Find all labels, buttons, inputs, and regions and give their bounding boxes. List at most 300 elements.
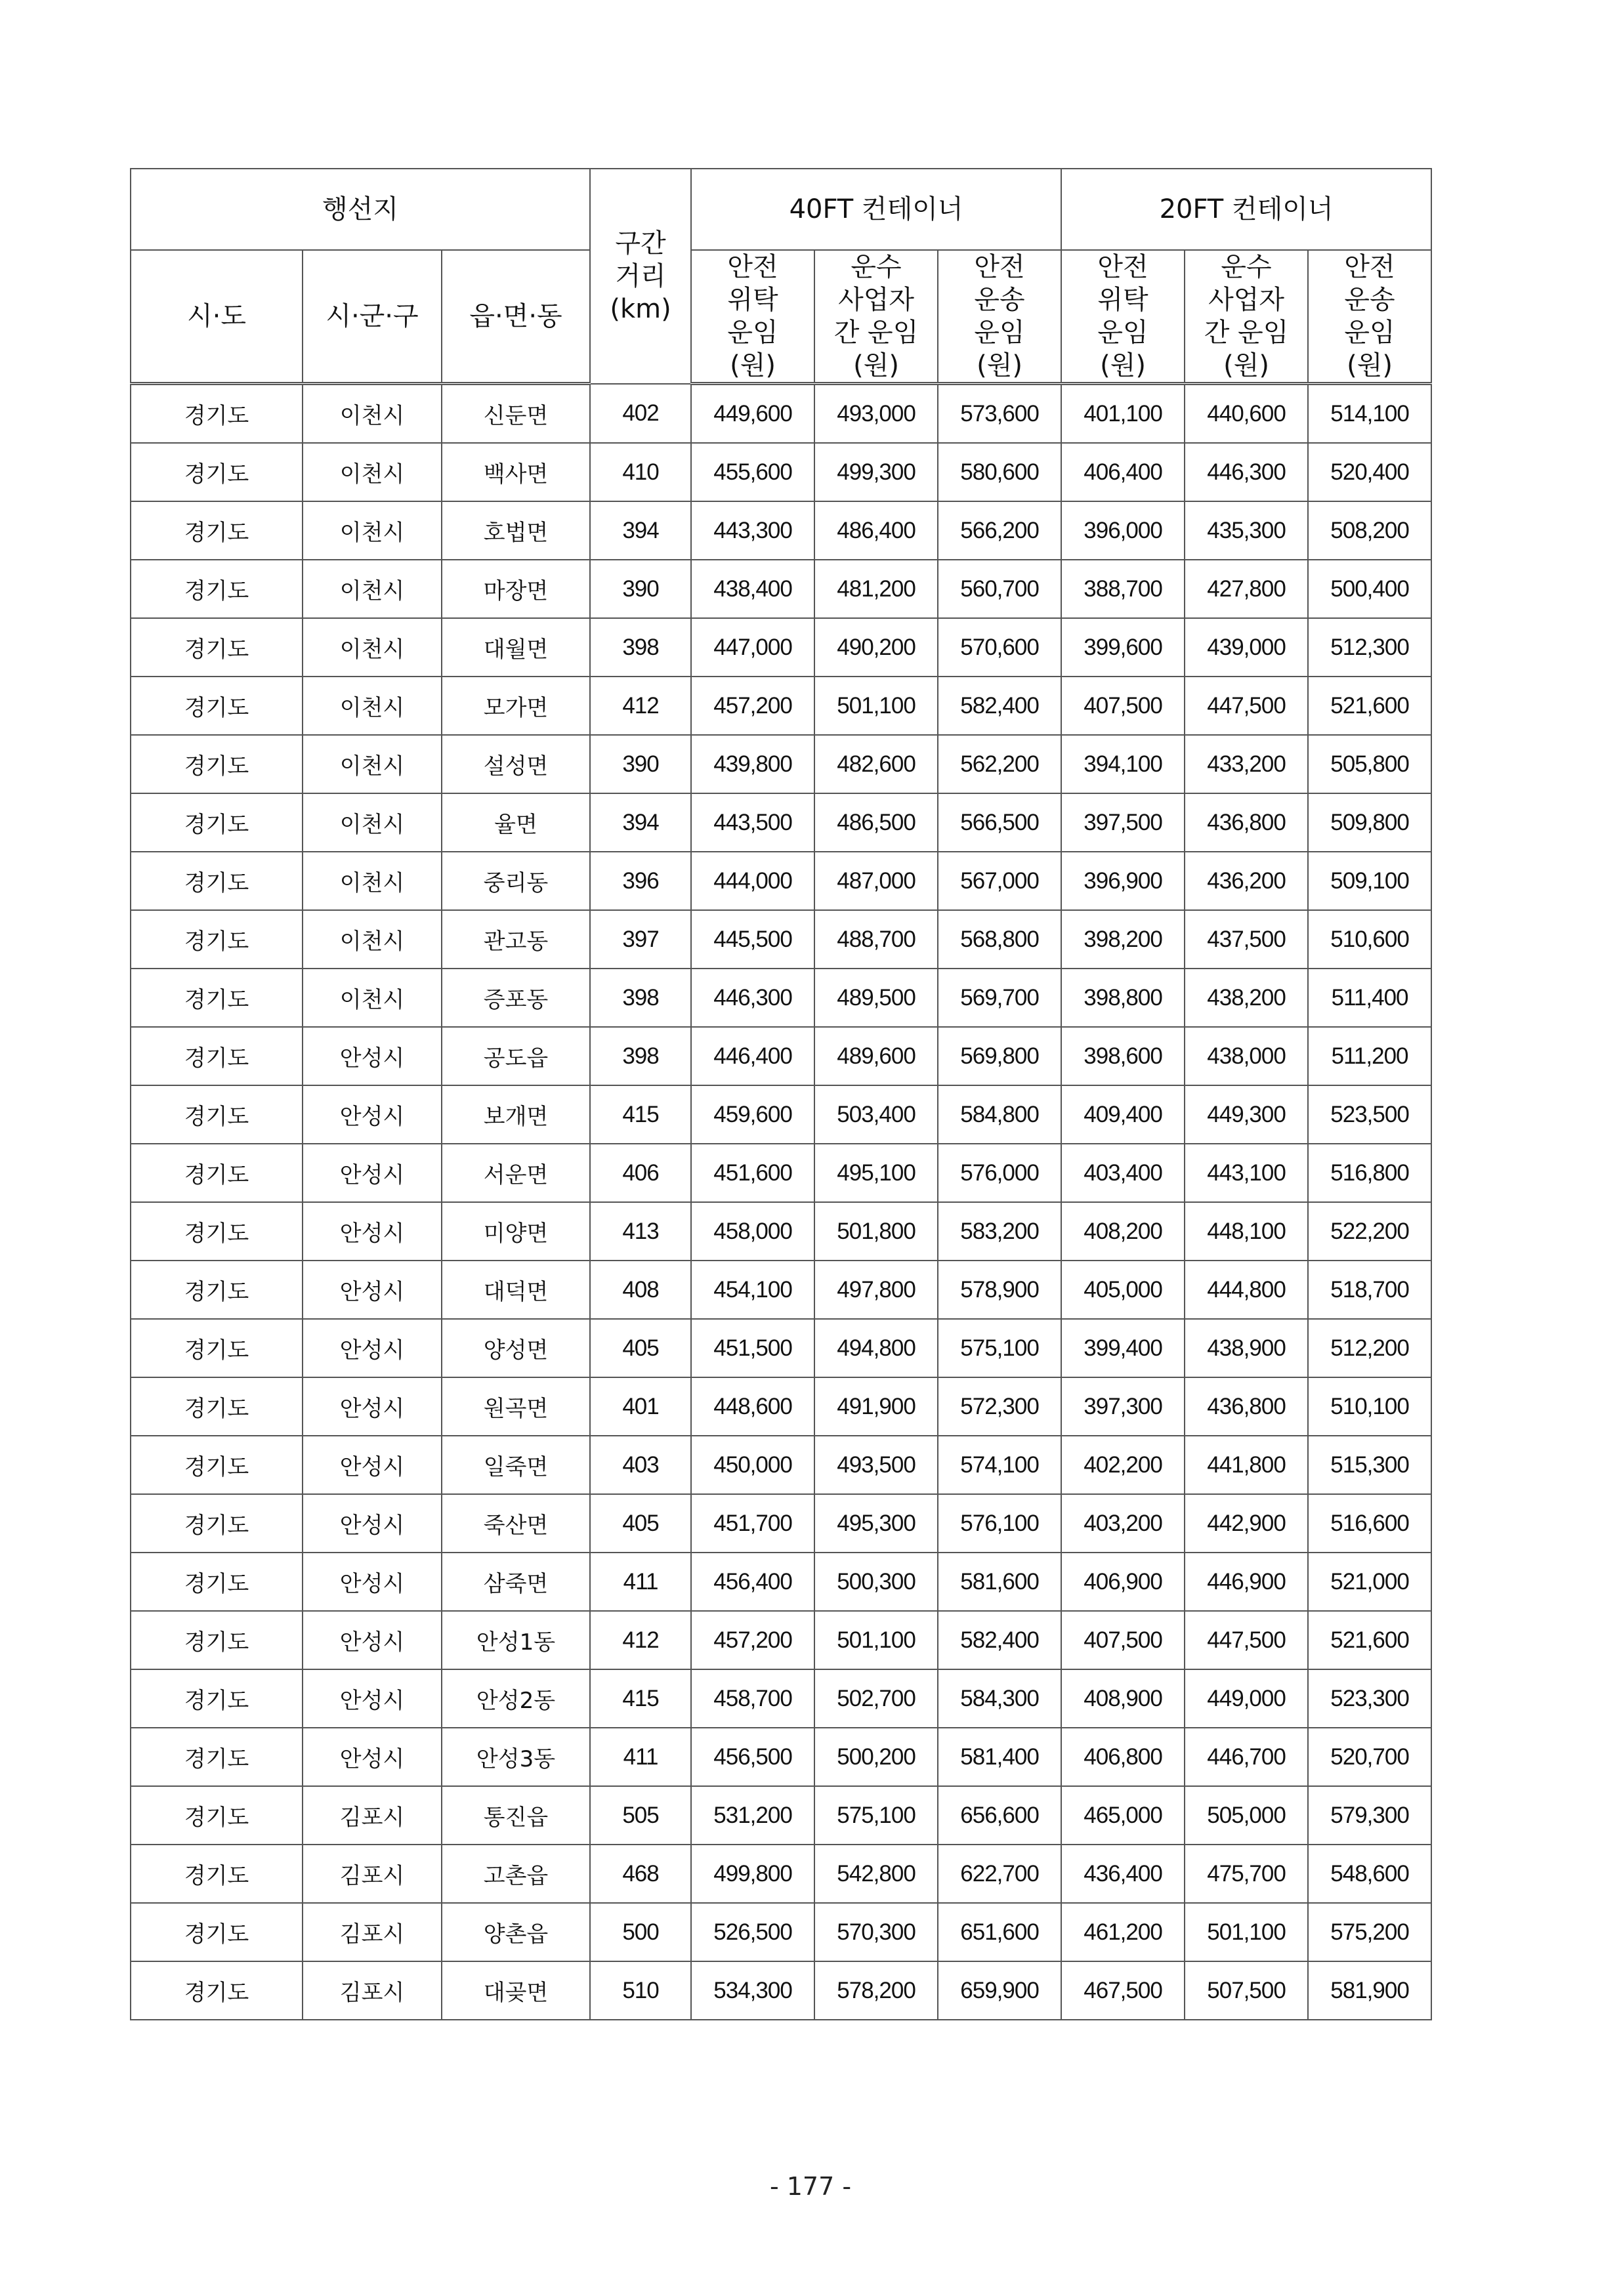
cell-40ft-safe-transport: 573,600 <box>938 384 1061 444</box>
table-row <box>131 852 1431 910</box>
cell-40ft-carrier-rate: 486,500 <box>814 793 938 852</box>
cell-20ft-carrier-rate: 433,200 <box>1185 735 1308 793</box>
cell-sido: 경기도 <box>131 1553 303 1611</box>
cell-20ft-carrier-rate: 447,500 <box>1185 677 1308 735</box>
cell-sido: 경기도 <box>131 1845 303 1903</box>
header-sub-row <box>131 250 1431 384</box>
cell-sigungu: 이천시 <box>303 501 442 560</box>
cell-eupmyeondong: 증포동 <box>442 969 590 1027</box>
table-row <box>131 677 1431 735</box>
cell-40ft-safe-consign: 451,700 <box>691 1494 814 1553</box>
cell-distance: 468 <box>590 1845 691 1903</box>
cell-40ft-safe-consign: 445,500 <box>691 910 814 969</box>
cell-sido: 경기도 <box>131 501 303 560</box>
cell-40ft-safe-consign: 438,400 <box>691 560 814 618</box>
cell-40ft-carrier-rate: 500,300 <box>814 1553 938 1611</box>
cell-sido: 경기도 <box>131 1261 303 1319</box>
cell-eupmyeondong: 안성3동 <box>442 1728 590 1786</box>
cell-20ft-carrier-rate: 436,800 <box>1185 1377 1308 1436</box>
cell-eupmyeondong: 양성면 <box>442 1319 590 1377</box>
cell-20ft-safe-consign: 436,400 <box>1061 1845 1185 1903</box>
header-20ft-carrier-rate: 운수 사업자 간 운임 (원) <box>1185 250 1308 384</box>
cell-40ft-safe-consign: 449,600 <box>691 384 814 444</box>
cell-40ft-safe-consign: 457,200 <box>691 1611 814 1669</box>
cell-40ft-carrier-rate: 570,300 <box>814 1903 938 1961</box>
cell-40ft-safe-transport: 582,400 <box>938 1611 1061 1669</box>
cell-sido: 경기도 <box>131 1786 303 1845</box>
cell-sigungu: 이천시 <box>303 384 442 444</box>
cell-sido: 경기도 <box>131 1144 303 1202</box>
cell-distance: 398 <box>590 969 691 1027</box>
table-row <box>131 1377 1431 1436</box>
cell-distance: 403 <box>590 1436 691 1494</box>
cell-sido: 경기도 <box>131 677 303 735</box>
cell-20ft-safe-transport: 510,100 <box>1308 1377 1431 1436</box>
cell-20ft-safe-consign: 402,200 <box>1061 1436 1185 1494</box>
cell-40ft-safe-consign: 499,800 <box>691 1845 814 1903</box>
cell-sigungu: 안성시 <box>303 1728 442 1786</box>
cell-20ft-safe-transport: 516,800 <box>1308 1144 1431 1202</box>
cell-sido: 경기도 <box>131 443 303 501</box>
cell-20ft-safe-consign: 461,200 <box>1061 1903 1185 1961</box>
cell-20ft-safe-consign: 407,500 <box>1061 677 1185 735</box>
cell-eupmyeondong: 대덕면 <box>442 1261 590 1319</box>
cell-40ft-safe-transport: 566,500 <box>938 793 1061 852</box>
cell-40ft-safe-transport: 622,700 <box>938 1845 1061 1903</box>
header-20ft-safe-consign: 안전 위탁 운임 (원) <box>1061 250 1185 384</box>
cell-eupmyeondong: 중리동 <box>442 852 590 910</box>
cell-distance: 390 <box>590 560 691 618</box>
cell-20ft-safe-transport: 505,800 <box>1308 735 1431 793</box>
cell-distance: 405 <box>590 1319 691 1377</box>
cell-40ft-safe-transport: 575,100 <box>938 1319 1061 1377</box>
table-row <box>131 910 1431 969</box>
cell-20ft-carrier-rate: 435,300 <box>1185 501 1308 560</box>
table-row <box>131 1202 1431 1261</box>
cell-20ft-safe-consign: 396,000 <box>1061 501 1185 560</box>
header-eupmyeondong: 읍·면·동 <box>442 250 590 384</box>
cell-20ft-carrier-rate: 446,700 <box>1185 1728 1308 1786</box>
cell-sigungu: 안성시 <box>303 1144 442 1202</box>
cell-sigungu: 이천시 <box>303 560 442 618</box>
cell-40ft-safe-consign: 443,300 <box>691 501 814 560</box>
cell-40ft-carrier-rate: 502,700 <box>814 1669 938 1728</box>
cell-20ft-carrier-rate: 438,200 <box>1185 969 1308 1027</box>
table-body <box>131 384 1431 2020</box>
cell-eupmyeondong: 마장면 <box>442 560 590 618</box>
cell-sigungu: 김포시 <box>303 1961 442 2020</box>
cell-40ft-safe-consign: 456,400 <box>691 1553 814 1611</box>
cell-40ft-safe-transport: 570,600 <box>938 618 1061 677</box>
cell-40ft-safe-transport: 582,400 <box>938 677 1061 735</box>
cell-40ft-safe-transport: 651,600 <box>938 1903 1061 1961</box>
cell-20ft-safe-consign: 398,200 <box>1061 910 1185 969</box>
cell-40ft-safe-consign: 446,400 <box>691 1027 814 1085</box>
cell-sido: 경기도 <box>131 1903 303 1961</box>
cell-40ft-safe-transport: 574,100 <box>938 1436 1061 1494</box>
cell-40ft-safe-transport: 567,000 <box>938 852 1061 910</box>
cell-40ft-safe-consign: 457,200 <box>691 677 814 735</box>
table-row <box>131 618 1431 677</box>
cell-20ft-carrier-rate: 437,500 <box>1185 910 1308 969</box>
cell-eupmyeondong: 호법면 <box>442 501 590 560</box>
cell-40ft-safe-transport: 659,900 <box>938 1961 1061 2020</box>
table-row <box>131 1261 1431 1319</box>
cell-20ft-safe-transport: 512,200 <box>1308 1319 1431 1377</box>
cell-20ft-safe-transport: 521,600 <box>1308 677 1431 735</box>
cell-distance: 505 <box>590 1786 691 1845</box>
cell-40ft-carrier-rate: 497,800 <box>814 1261 938 1319</box>
cell-distance: 401 <box>590 1377 691 1436</box>
cell-distance: 398 <box>590 618 691 677</box>
cell-eupmyeondong: 대곶면 <box>442 1961 590 2020</box>
cell-20ft-safe-transport: 523,300 <box>1308 1669 1431 1728</box>
cell-20ft-safe-consign: 408,200 <box>1061 1202 1185 1261</box>
cell-20ft-carrier-rate: 449,000 <box>1185 1669 1308 1728</box>
cell-eupmyeondong: 율면 <box>442 793 590 852</box>
cell-sido: 경기도 <box>131 1494 303 1553</box>
cell-distance: 397 <box>590 910 691 969</box>
cell-20ft-safe-transport: 520,400 <box>1308 443 1431 501</box>
cell-20ft-carrier-rate: 505,000 <box>1185 1786 1308 1845</box>
cell-20ft-safe-transport: 579,300 <box>1308 1786 1431 1845</box>
table-row <box>131 560 1431 618</box>
cell-sido: 경기도 <box>131 735 303 793</box>
cell-eupmyeondong: 안성1동 <box>442 1611 590 1669</box>
cell-20ft-safe-consign: 396,900 <box>1061 852 1185 910</box>
cell-20ft-safe-consign: 406,900 <box>1061 1553 1185 1611</box>
cell-distance: 394 <box>590 793 691 852</box>
cell-40ft-safe-consign: 456,500 <box>691 1728 814 1786</box>
table-row <box>131 501 1431 560</box>
cell-20ft-safe-transport: 510,600 <box>1308 910 1431 969</box>
cell-40ft-carrier-rate: 490,200 <box>814 618 938 677</box>
cell-distance: 412 <box>590 1611 691 1669</box>
cell-20ft-safe-transport: 511,400 <box>1308 969 1431 1027</box>
cell-40ft-safe-consign: 447,000 <box>691 618 814 677</box>
cell-20ft-safe-consign: 399,400 <box>1061 1319 1185 1377</box>
cell-sigungu: 김포시 <box>303 1903 442 1961</box>
cell-40ft-carrier-rate: 501,100 <box>814 1611 938 1669</box>
cell-sigungu: 이천시 <box>303 735 442 793</box>
cell-40ft-carrier-rate: 486,400 <box>814 501 938 560</box>
cell-20ft-safe-consign: 407,500 <box>1061 1611 1185 1669</box>
cell-20ft-carrier-rate: 507,500 <box>1185 1961 1308 2020</box>
table-row <box>131 1669 1431 1728</box>
cell-40ft-safe-consign: 439,800 <box>691 735 814 793</box>
cell-20ft-safe-consign: 397,300 <box>1061 1377 1185 1436</box>
cell-20ft-safe-transport: 523,500 <box>1308 1085 1431 1144</box>
cell-20ft-safe-transport: 516,600 <box>1308 1494 1431 1553</box>
cell-sigungu: 이천시 <box>303 443 442 501</box>
cell-20ft-safe-transport: 548,600 <box>1308 1845 1431 1903</box>
header-sigungu: 시·군·구 <box>303 250 442 384</box>
cell-sido: 경기도 <box>131 1202 303 1261</box>
page-number: - 177 - <box>769 2172 852 2201</box>
cell-20ft-safe-transport: 518,700 <box>1308 1261 1431 1319</box>
cell-sigungu: 김포시 <box>303 1845 442 1903</box>
cell-distance: 415 <box>590 1669 691 1728</box>
cell-40ft-safe-consign: 454,100 <box>691 1261 814 1319</box>
cell-40ft-safe-transport: 584,800 <box>938 1085 1061 1144</box>
cell-20ft-carrier-rate: 440,600 <box>1185 384 1308 444</box>
cell-eupmyeondong: 일죽면 <box>442 1436 590 1494</box>
header-40ft-safe-transport: 안전 운송 운임 (원) <box>938 250 1061 384</box>
cell-40ft-safe-transport: 572,300 <box>938 1377 1061 1436</box>
cell-40ft-safe-consign: 534,300 <box>691 1961 814 2020</box>
cell-40ft-carrier-rate: 493,500 <box>814 1436 938 1494</box>
cell-40ft-safe-transport: 581,600 <box>938 1553 1061 1611</box>
cell-eupmyeondong: 삼죽면 <box>442 1553 590 1611</box>
cell-40ft-carrier-rate: 578,200 <box>814 1961 938 2020</box>
cell-sido: 경기도 <box>131 1611 303 1669</box>
cell-sigungu: 이천시 <box>303 910 442 969</box>
cell-40ft-carrier-rate: 495,300 <box>814 1494 938 1553</box>
cell-40ft-carrier-rate: 482,600 <box>814 735 938 793</box>
cell-40ft-safe-consign: 531,200 <box>691 1786 814 1845</box>
cell-20ft-safe-consign: 398,600 <box>1061 1027 1185 1085</box>
cell-40ft-safe-transport: 584,300 <box>938 1669 1061 1728</box>
table-row <box>131 1319 1431 1377</box>
cell-40ft-carrier-rate: 481,200 <box>814 560 938 618</box>
cell-40ft-carrier-rate: 503,400 <box>814 1085 938 1144</box>
table-row <box>131 384 1431 444</box>
cell-20ft-safe-consign: 388,700 <box>1061 560 1185 618</box>
cell-20ft-carrier-rate: 446,900 <box>1185 1553 1308 1611</box>
cell-20ft-carrier-rate: 446,300 <box>1185 443 1308 501</box>
cell-sido: 경기도 <box>131 618 303 677</box>
cell-40ft-safe-transport: 581,400 <box>938 1728 1061 1786</box>
cell-40ft-carrier-rate: 499,300 <box>814 443 938 501</box>
cell-20ft-carrier-rate: 438,900 <box>1185 1319 1308 1377</box>
header-distance: 구간 거리 (km) <box>590 169 691 384</box>
cell-20ft-carrier-rate: 475,700 <box>1185 1845 1308 1903</box>
table-row <box>131 735 1431 793</box>
cell-20ft-safe-transport: 509,800 <box>1308 793 1431 852</box>
cell-eupmyeondong: 보개면 <box>442 1085 590 1144</box>
cell-40ft-carrier-rate: 487,000 <box>814 852 938 910</box>
cell-40ft-safe-transport: 568,800 <box>938 910 1061 969</box>
header-20ft-container: 20FT 컨테이너 <box>1061 169 1431 250</box>
table-row <box>131 1494 1431 1553</box>
cell-sigungu: 이천시 <box>303 618 442 677</box>
cell-40ft-safe-consign: 526,500 <box>691 1903 814 1961</box>
cell-eupmyeondong: 백사면 <box>442 443 590 501</box>
cell-sigungu: 안성시 <box>303 1085 442 1144</box>
cell-40ft-safe-consign: 443,500 <box>691 793 814 852</box>
cell-40ft-safe-transport: 656,600 <box>938 1786 1061 1845</box>
cell-40ft-carrier-rate: 489,500 <box>814 969 938 1027</box>
cell-40ft-safe-consign: 458,700 <box>691 1669 814 1728</box>
cell-sigungu: 안성시 <box>303 1611 442 1669</box>
cell-20ft-carrier-rate: 448,100 <box>1185 1202 1308 1261</box>
cell-distance: 500 <box>590 1903 691 1961</box>
table-header <box>131 169 1431 384</box>
cell-40ft-safe-consign: 458,000 <box>691 1202 814 1261</box>
cell-40ft-safe-consign: 446,300 <box>691 969 814 1027</box>
cell-20ft-safe-consign: 401,100 <box>1061 384 1185 444</box>
cell-sigungu: 안성시 <box>303 1553 442 1611</box>
cell-sido: 경기도 <box>131 793 303 852</box>
cell-sigungu: 안성시 <box>303 1027 442 1085</box>
header-40ft-safe-consign: 안전 위탁 운임 (원) <box>691 250 814 384</box>
cell-20ft-safe-transport: 520,700 <box>1308 1728 1431 1786</box>
table-row <box>131 1786 1431 1845</box>
cell-20ft-carrier-rate: 436,200 <box>1185 852 1308 910</box>
cell-sigungu: 안성시 <box>303 1261 442 1319</box>
freight-rate-table <box>130 168 1432 2020</box>
header-20ft-safe-transport: 안전 운송 운임 (원) <box>1308 250 1431 384</box>
cell-20ft-carrier-rate: 441,800 <box>1185 1436 1308 1494</box>
cell-eupmyeondong: 죽산면 <box>442 1494 590 1553</box>
cell-20ft-safe-consign: 465,000 <box>1061 1786 1185 1845</box>
cell-distance: 405 <box>590 1494 691 1553</box>
cell-40ft-safe-transport: 578,900 <box>938 1261 1061 1319</box>
cell-distance: 411 <box>590 1728 691 1786</box>
table-row <box>131 969 1431 1027</box>
cell-40ft-carrier-rate: 575,100 <box>814 1786 938 1845</box>
cell-eupmyeondong: 설성면 <box>442 735 590 793</box>
cell-40ft-safe-consign: 448,600 <box>691 1377 814 1436</box>
header-40ft-container: 40FT 컨테이너 <box>691 169 1061 250</box>
cell-distance: 510 <box>590 1961 691 2020</box>
cell-40ft-safe-transport: 566,200 <box>938 501 1061 560</box>
cell-distance: 402 <box>590 384 691 444</box>
cell-eupmyeondong: 통진읍 <box>442 1786 590 1845</box>
cell-20ft-carrier-rate: 443,100 <box>1185 1144 1308 1202</box>
cell-20ft-carrier-rate: 439,000 <box>1185 618 1308 677</box>
cell-sigungu: 안성시 <box>303 1436 442 1494</box>
cell-20ft-safe-consign: 409,400 <box>1061 1085 1185 1144</box>
cell-sigungu: 이천시 <box>303 969 442 1027</box>
cell-20ft-safe-consign: 403,400 <box>1061 1144 1185 1202</box>
table-row <box>131 1144 1431 1202</box>
cell-distance: 398 <box>590 1027 691 1085</box>
cell-20ft-safe-transport: 509,100 <box>1308 852 1431 910</box>
cell-distance: 394 <box>590 501 691 560</box>
cell-sido: 경기도 <box>131 969 303 1027</box>
cell-eupmyeondong: 고촌읍 <box>442 1845 590 1903</box>
cell-20ft-safe-consign: 467,500 <box>1061 1961 1185 2020</box>
cell-20ft-carrier-rate: 501,100 <box>1185 1903 1308 1961</box>
cell-40ft-safe-transport: 560,700 <box>938 560 1061 618</box>
cell-40ft-safe-consign: 451,600 <box>691 1144 814 1202</box>
cell-distance: 408 <box>590 1261 691 1319</box>
cell-20ft-carrier-rate: 427,800 <box>1185 560 1308 618</box>
cell-sido: 경기도 <box>131 1728 303 1786</box>
cell-40ft-carrier-rate: 501,100 <box>814 677 938 735</box>
cell-40ft-safe-consign: 455,600 <box>691 443 814 501</box>
cell-20ft-safe-consign: 406,800 <box>1061 1728 1185 1786</box>
cell-sigungu: 안성시 <box>303 1377 442 1436</box>
table-row <box>131 1961 1431 2020</box>
table-row <box>131 1553 1431 1611</box>
cell-40ft-carrier-rate: 489,600 <box>814 1027 938 1085</box>
cell-40ft-safe-transport: 569,800 <box>938 1027 1061 1085</box>
table-row <box>131 443 1431 501</box>
cell-distance: 390 <box>590 735 691 793</box>
cell-eupmyeondong: 공도읍 <box>442 1027 590 1085</box>
cell-20ft-safe-transport: 515,300 <box>1308 1436 1431 1494</box>
table-row <box>131 1027 1431 1085</box>
cell-40ft-carrier-rate: 494,800 <box>814 1319 938 1377</box>
cell-sigungu: 이천시 <box>303 677 442 735</box>
cell-40ft-carrier-rate: 542,800 <box>814 1845 938 1903</box>
cell-sido: 경기도 <box>131 560 303 618</box>
cell-20ft-safe-consign: 397,500 <box>1061 793 1185 852</box>
cell-40ft-carrier-rate: 491,900 <box>814 1377 938 1436</box>
cell-40ft-carrier-rate: 493,000 <box>814 384 938 444</box>
cell-40ft-safe-transport: 580,600 <box>938 443 1061 501</box>
cell-eupmyeondong: 서운면 <box>442 1144 590 1202</box>
cell-sigungu: 김포시 <box>303 1786 442 1845</box>
cell-sido: 경기도 <box>131 1669 303 1728</box>
cell-40ft-carrier-rate: 500,200 <box>814 1728 938 1786</box>
cell-20ft-carrier-rate: 447,500 <box>1185 1611 1308 1669</box>
cell-distance: 410 <box>590 443 691 501</box>
cell-20ft-safe-transport: 508,200 <box>1308 501 1431 560</box>
cell-40ft-safe-transport: 562,200 <box>938 735 1061 793</box>
cell-sido: 경기도 <box>131 1436 303 1494</box>
cell-20ft-safe-consign: 394,100 <box>1061 735 1185 793</box>
cell-eupmyeondong: 양촌읍 <box>442 1903 590 1961</box>
cell-20ft-safe-transport: 514,100 <box>1308 384 1431 444</box>
cell-sigungu: 이천시 <box>303 793 442 852</box>
cell-20ft-safe-transport: 512,300 <box>1308 618 1431 677</box>
cell-40ft-safe-transport: 576,100 <box>938 1494 1061 1553</box>
cell-sigungu: 안성시 <box>303 1669 442 1728</box>
cell-20ft-safe-transport: 581,900 <box>1308 1961 1431 2020</box>
cell-eupmyeondong: 신둔면 <box>442 384 590 444</box>
cell-20ft-carrier-rate: 449,300 <box>1185 1085 1308 1144</box>
cell-distance: 412 <box>590 677 691 735</box>
cell-20ft-carrier-rate: 438,000 <box>1185 1027 1308 1085</box>
cell-40ft-safe-consign: 451,500 <box>691 1319 814 1377</box>
table-row <box>131 1845 1431 1903</box>
cell-20ft-carrier-rate: 436,800 <box>1185 793 1308 852</box>
cell-sigungu: 이천시 <box>303 852 442 910</box>
cell-sido: 경기도 <box>131 1319 303 1377</box>
cell-20ft-carrier-rate: 442,900 <box>1185 1494 1308 1553</box>
cell-sido: 경기도 <box>131 384 303 444</box>
cell-20ft-safe-transport: 500,400 <box>1308 560 1431 618</box>
cell-20ft-safe-transport: 521,600 <box>1308 1611 1431 1669</box>
cell-20ft-safe-consign: 403,200 <box>1061 1494 1185 1553</box>
cell-40ft-safe-transport: 569,700 <box>938 969 1061 1027</box>
table-row <box>131 793 1431 852</box>
cell-sido: 경기도 <box>131 1027 303 1085</box>
cell-20ft-safe-consign: 399,600 <box>1061 618 1185 677</box>
cell-distance: 396 <box>590 852 691 910</box>
cell-distance: 406 <box>590 1144 691 1202</box>
table-row <box>131 1611 1431 1669</box>
cell-sido: 경기도 <box>131 1085 303 1144</box>
table-row <box>131 1436 1431 1494</box>
cell-20ft-safe-consign: 405,000 <box>1061 1261 1185 1319</box>
cell-eupmyeondong: 미양면 <box>442 1202 590 1261</box>
cell-sido: 경기도 <box>131 852 303 910</box>
cell-distance: 413 <box>590 1202 691 1261</box>
cell-eupmyeondong: 모가면 <box>442 677 590 735</box>
cell-40ft-carrier-rate: 501,800 <box>814 1202 938 1261</box>
cell-20ft-safe-consign: 408,900 <box>1061 1669 1185 1728</box>
header-group-row <box>131 169 1431 250</box>
cell-eupmyeondong: 대월면 <box>442 618 590 677</box>
cell-20ft-safe-transport: 575,200 <box>1308 1903 1431 1961</box>
cell-distance: 411 <box>590 1553 691 1611</box>
cell-20ft-safe-transport: 522,200 <box>1308 1202 1431 1261</box>
cell-eupmyeondong: 관고동 <box>442 910 590 969</box>
